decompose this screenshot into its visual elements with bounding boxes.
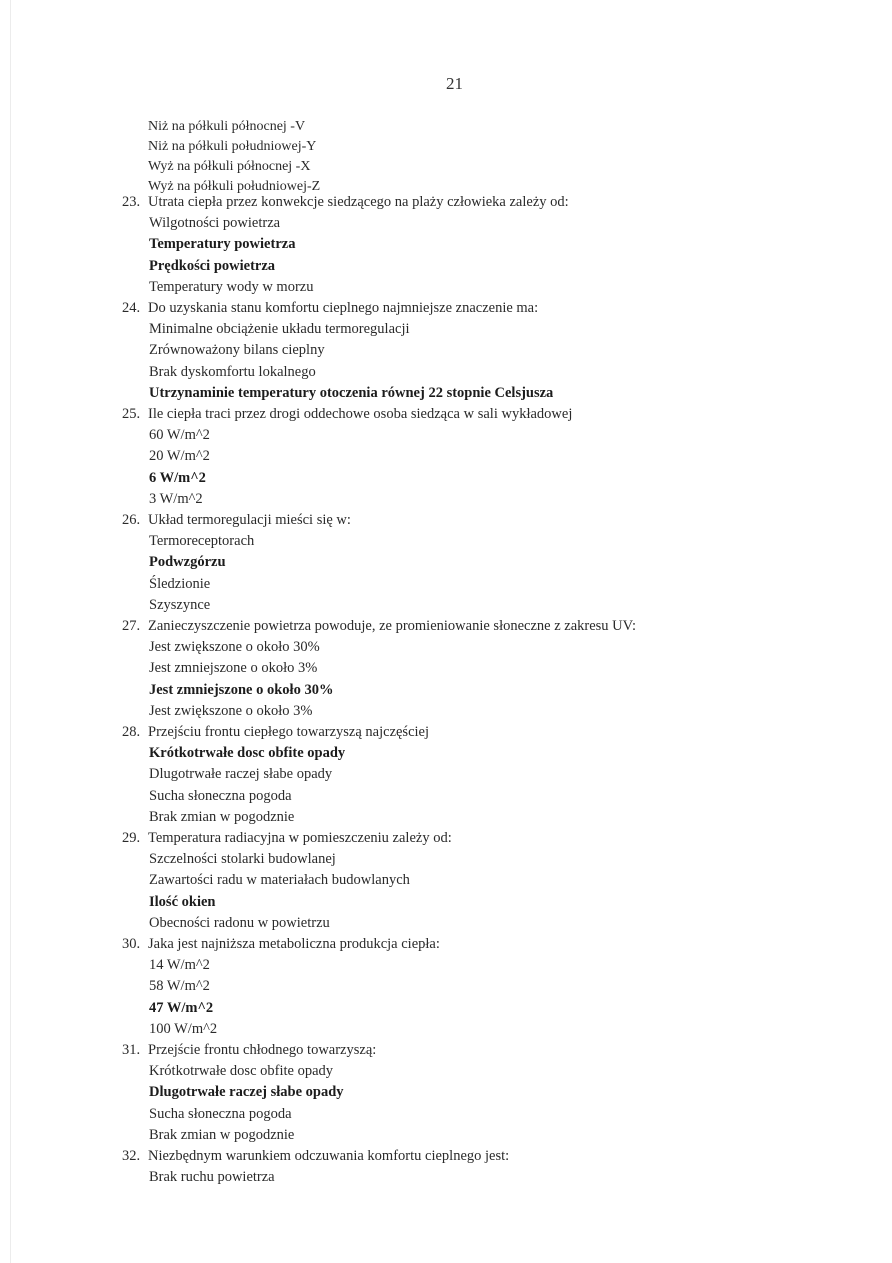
question-number: 25. (122, 406, 141, 422)
answer-option: Wilgotności powietrza (149, 215, 281, 232)
answer-option: Brak zmian w pogodznie (149, 808, 295, 825)
question-label: Ile ciepła traci przez drogi oddechowe osoba siedząca w sali wykładowej (148, 406, 573, 422)
question-number: 26. (122, 512, 141, 528)
answer-option: 60 W/m^2 (149, 427, 210, 444)
answer-option: 100 W/m^2 (149, 1020, 218, 1037)
question-label: Zanieczyszczenie powietrza powoduje, ze promieniowanie słoneczne z zakresu UV: (148, 618, 637, 634)
page-edge-line (10, 0, 11, 1263)
answer-option: Obecności radonu w powietrzu (149, 914, 330, 931)
answer-option-correct: Utrzynaminie temperatury otoczenia równej 22 stopnie Celsjusza (149, 384, 554, 401)
answer-option-correct: 47 W/m^2 (149, 999, 214, 1016)
question-text (122, 724, 429, 741)
question-number: 31. (122, 1042, 141, 1058)
answer-option: Brak dyskomfortu lokalnego (149, 363, 316, 380)
answer-option: 14 W/m^2 (149, 957, 210, 974)
answer-option: Śledzionie (149, 575, 211, 592)
question-number: 28. (122, 724, 141, 740)
answer-option: Minimalne obciążenie układu termoregulacji (149, 321, 410, 338)
question-label: Utrata ciepła przez konwekcje siedzącego na plaży człowieka zależy od: (148, 194, 569, 210)
answer-option: Sucha słoneczna pogoda (149, 1105, 292, 1122)
question-text (122, 830, 452, 847)
answer-option: Zrównoważony bilans cieplny (149, 342, 325, 359)
answer-option-correct: Podwzgórzu (149, 554, 226, 571)
answer-option-correct: Krótkotrwałe dosc obfite opady (149, 745, 346, 762)
answer-option: 20 W/m^2 (149, 448, 210, 465)
answer-option-correct: Temperatury powietrza (149, 236, 296, 253)
intro-answer: Niż na półkuli południowej-Y (148, 139, 317, 154)
answer-option-correct: 6 W/m^2 (149, 469, 206, 486)
question-number: 30. (122, 936, 141, 952)
question-number: 23. (122, 194, 141, 210)
answer-option: Dlugotrwałe raczej słabe opady (149, 766, 333, 783)
question-label: Temperatura radiacyjna w pomieszczeniu zależy od: (148, 830, 452, 846)
question-label: Do uzyskania stanu komfortu cieplnego najmniejsze znaczenie ma: (148, 300, 539, 316)
answer-option: Temperatury wody w morzu (149, 278, 314, 295)
question-number: 27. (122, 618, 141, 634)
question-label: Jaka jest najniższa metaboliczna produkcja ciepła: (148, 936, 440, 952)
question-number: 24. (122, 300, 141, 316)
question-label: Przejście frontu chłodnego towarzyszą: (148, 1042, 377, 1058)
answer-option: 58 W/m^2 (149, 978, 210, 995)
question-number: 32. (122, 1148, 141, 1164)
question-text (122, 936, 440, 953)
question-text (122, 618, 636, 635)
question-text (122, 194, 569, 211)
intro-answer: Wyż na półkuli północnej -X (148, 159, 311, 174)
answer-option: Brak zmian w pogodznie (149, 1126, 295, 1143)
question-text (122, 300, 538, 317)
answer-option: Krótkotrwałe dosc obfite opady (149, 1063, 334, 1080)
question-number: 29. (122, 830, 141, 846)
question-text (122, 406, 572, 423)
question-text (122, 1148, 509, 1165)
question-label: Układ termoregulacji mieści się w: (148, 512, 351, 528)
answer-option: Jest zwiększone o około 30% (149, 639, 320, 656)
answer-option: Sucha słoneczna pogoda (149, 787, 292, 804)
answer-option: Termoreceptorach (149, 533, 255, 550)
intro-answer: Niż na półkuli północnej -V (148, 119, 306, 134)
answer-option: Jest zmniejszone o około 3% (149, 660, 318, 677)
question-text (122, 512, 351, 529)
answer-option-correct: Prędkości powietrza (149, 257, 276, 274)
answer-option: Szczelności stolarki budowlanej (149, 851, 336, 868)
answer-option: Zawartości radu w materiałach budowlanych (149, 872, 410, 889)
page-number: 21 (446, 74, 463, 93)
answer-option-correct: Ilość okien (149, 893, 216, 910)
answer-option-correct: Jest zmniejszone o około 30% (149, 681, 334, 698)
answer-option: Brak ruchu powietrza (149, 1169, 275, 1186)
answer-option-correct: Dlugotrwałe raczej słabe opady (149, 1084, 344, 1101)
answer-option: Szyszynce (149, 596, 211, 613)
question-text (122, 1042, 376, 1059)
question-label: Niezbędnym warunkiem odczuwania komfortu cieplnego jest: (148, 1148, 510, 1164)
answer-option: 3 W/m^2 (149, 490, 203, 507)
answer-option: Jest zwiększone o około 3% (149, 702, 313, 719)
question-label: Przejściu frontu ciepłego towarzyszą najczęściej (148, 724, 430, 740)
intro-answer: Wyż na półkuli południowej-Z (148, 179, 321, 194)
